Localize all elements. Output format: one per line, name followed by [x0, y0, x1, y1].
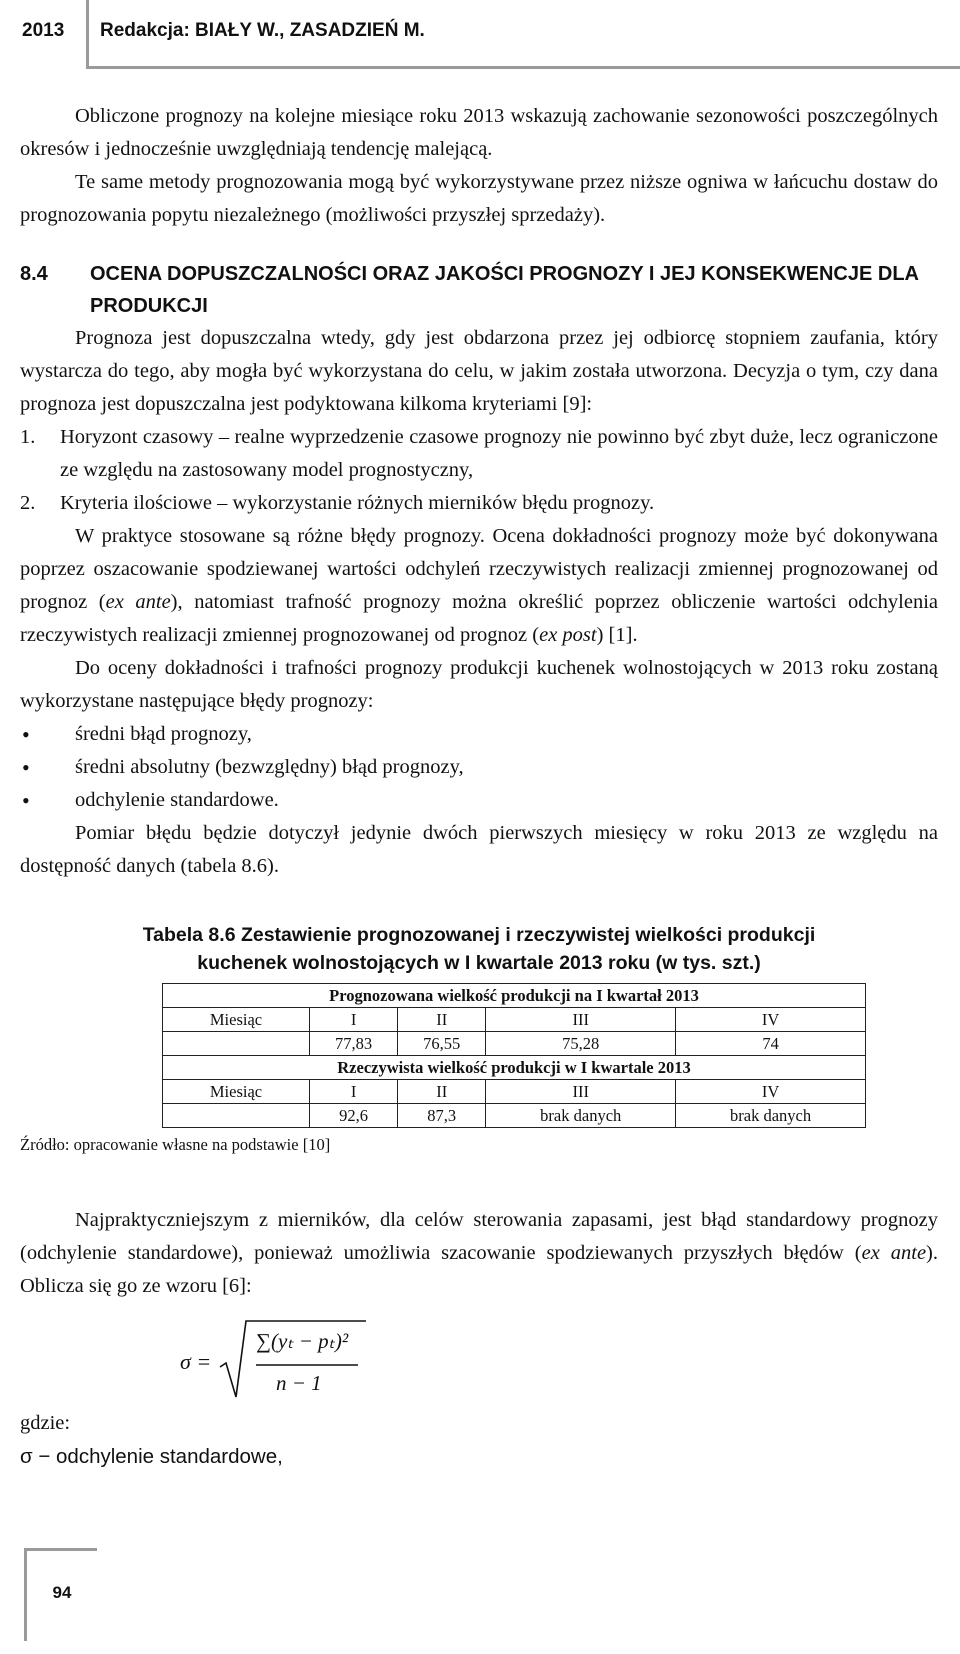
- table-cell: I: [310, 1008, 398, 1032]
- criterion-text: Horyzont czasowy – realne wyprzedzenie czasowe prognozy nie powinno być zbyt duże, lecz ograniczone ze względu na zastosowany model prognostyczny,: [60, 426, 938, 481]
- table-cell: 77,83: [310, 1032, 398, 1056]
- header-editors: Redakcja: BIAŁY W., ZASADZIEŃ M.: [100, 20, 425, 41]
- table-source: Źródło: opracowanie własne na podstawie [10]: [20, 1135, 331, 1154]
- table-caption-line: kuchenek wolnostojących w I kwartale 2013 roku (w tys. szt.): [197, 952, 761, 974]
- sigma-definition: σ − odchylenie standardowe,: [20, 1445, 283, 1468]
- text-run: ) [1].: [596, 624, 638, 646]
- page-number: 94: [52, 1583, 72, 1602]
- table-row: [163, 1056, 866, 1080]
- criterion-item: [20, 487, 938, 520]
- table-cell: II: [398, 1080, 486, 1104]
- table-cell: III: [486, 1080, 676, 1104]
- section-heading: [20, 258, 938, 322]
- list-item: • średni błąd prognozy,: [20, 718, 938, 751]
- table-cell: [163, 1032, 310, 1056]
- table-cell: Miesiąc: [163, 1080, 310, 1104]
- text-run: W praktyce stosowane są różne błędy prognozy. Ocena dokładności prognozy może być dokonywana poprzez oszacowanie spodziewanej wartości odchyleń rzeczywistych realizacji zmiennej prognozowanej od prognoz (: [20, 525, 938, 613]
- table-row: [163, 1080, 866, 1104]
- criterion-number: 2.: [20, 492, 36, 514]
- text-run: ), natomiast trafność prognozy można określić poprzez obliczenie wartości odchylenia rzeczywistych realizacji zmiennej prognozowanej od prognoz (: [20, 591, 938, 646]
- table-cell: II: [398, 1008, 486, 1032]
- section-title: OCENA DOPUSZCZALNOŚCI ORAZ JAKOŚCI PROGNOZY I JEJ KONSEKWENCJE DLA PRODUKCJI: [90, 263, 919, 317]
- header-year: 2013: [22, 20, 65, 41]
- table-cell: 87,3: [398, 1104, 486, 1128]
- actual-header-cell: Rzeczywista wielkość produkcji w I kwartale 2013: [163, 1056, 866, 1080]
- table-cell: IV: [676, 1080, 866, 1104]
- text-run: ). Oblicza się go ze wzoru [6]:: [20, 1242, 938, 1297]
- table-cell: Miesiąc: [163, 1008, 310, 1032]
- ex-ante-term: ex ante: [861, 1242, 927, 1264]
- table-row: [163, 1008, 866, 1032]
- std-dev-formula: [20, 1315, 938, 1407]
- table-cell: 76,55: [398, 1032, 486, 1056]
- table-cell: brak danych: [486, 1104, 676, 1128]
- table-cell: 92,6: [310, 1104, 398, 1128]
- table-cell: I: [310, 1080, 398, 1104]
- text-run: Najpraktyczniejszym z mierników, dla celów sterowania zapasami, jest błąd standardowy prognozy (odchylenie standardowe), ponieważ umożliwia szacowanie spodziewanych przyszłych błędów (: [20, 1209, 938, 1264]
- table-row: [163, 984, 866, 1008]
- page-footer: [24, 1548, 97, 1641]
- page-header: [0, 0, 960, 70]
- paragraph-3: Prognoza jest dopuszczalna wtedy, gdy jest obdarzona przez jej odbiorcę stopniem zaufania, który wystarcza do tego, aby mogła być wykorzystana do celu, w jakim została utworzona. Decyzja o tym, czy dana prognoza jest dopuszczalna jest podyktowana kilkoma kryteriami [9]:: [20, 327, 938, 415]
- list-item: • odchylenie standardowe.: [20, 784, 938, 817]
- paragraph-7: [20, 1204, 938, 1303]
- header-divider: [86, 0, 89, 66]
- ex-post-term: ex post: [539, 624, 597, 646]
- table-cell: 74: [676, 1032, 866, 1056]
- error-measures-list: [20, 718, 938, 817]
- list-item: • średni absolutny (bezwzględny) błąd prognozy,: [20, 751, 938, 784]
- page-content: [20, 100, 938, 1473]
- paragraph-6: Pomiar błędu będzie dotyczył jedynie dwóch pierwszych miesięcy w roku 2013 ze względu na dostępność danych (tabela 8.6).: [20, 822, 938, 877]
- paragraph-2: Te same metody prognozowania mogą być wykorzystywane przez niższe ogniwa w łańcuchu dostaw do prognozowania popytu niezależnego (możliwości przyszłej sprzedaży).: [20, 171, 938, 226]
- where-label: gdzie:: [20, 1412, 71, 1434]
- header-rule: [86, 66, 960, 69]
- paragraph-1: Obliczone prognozy na kolejne miesiące roku 2013 wskazują zachowanie sezonowości poszczególnych okresów i jednocześnie uwzględniają tendencję malejącą.: [20, 105, 938, 160]
- forecast-header-cell: Prognozowana wielkość produkcji na I kwartał 2013: [163, 984, 866, 1008]
- table-caption: [20, 921, 938, 977]
- ex-ante-term: ex ante: [105, 591, 171, 613]
- criterion-item: [20, 421, 938, 487]
- criterion-number: 1.: [20, 426, 36, 448]
- table-row: [163, 1032, 866, 1056]
- table-cell: [163, 1104, 310, 1128]
- table-cell: IV: [676, 1008, 866, 1032]
- production-table: [162, 983, 866, 1128]
- table-cell: brak danych: [676, 1104, 866, 1128]
- formula-denominator: n − 1: [276, 1371, 322, 1395]
- criterion-text: Kryteria ilościowe – wykorzystanie różnych mierników błędu prognozy.: [60, 492, 655, 514]
- paragraph-5: Do oceny dokładności i trafności prognozy produkcji kuchenek wolnostojących w 2013 roku zostaną wykorzystane następujące błędy prognozy:: [20, 657, 938, 712]
- table-cell: III: [486, 1008, 676, 1032]
- table-caption-line: Tabela 8.6 Zestawienie prognozowanej i rzeczywistej wielkości produkcji: [142, 924, 816, 946]
- formula-lhs: σ =: [180, 1349, 212, 1374]
- section-number: 8.4: [20, 263, 48, 285]
- paragraph-4: [20, 520, 938, 652]
- table-cell: 75,28: [486, 1032, 676, 1056]
- formula-numerator: ∑(yₜ − pₜ)²: [256, 1329, 349, 1353]
- table-row: [163, 1104, 866, 1128]
